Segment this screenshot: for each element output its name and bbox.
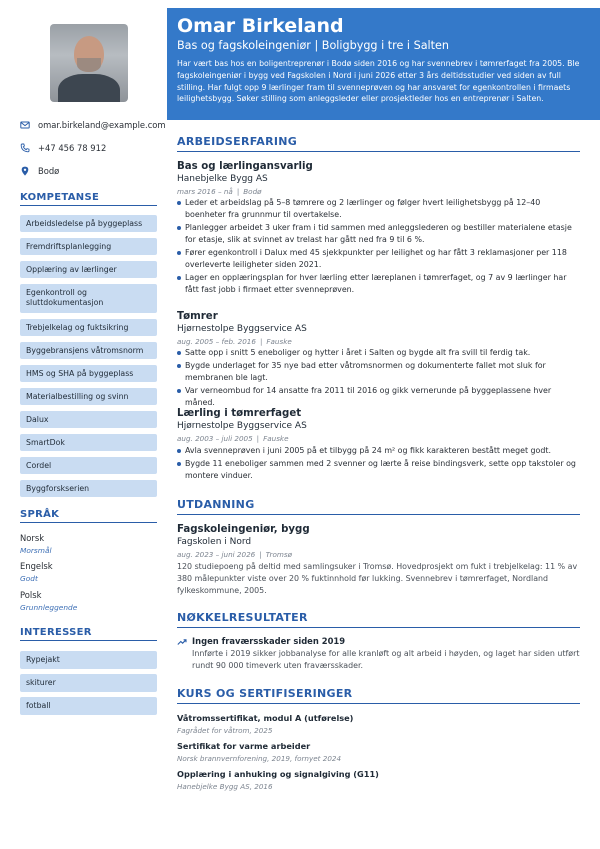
location-pin-icon: [20, 166, 30, 176]
interest-tag: Rypejakt: [20, 651, 157, 669]
education-degree: Fagskoleingeniør, bygg: [177, 524, 310, 535]
job-company: Hjørnestolpe Byggservice AS: [177, 421, 307, 431]
email-text: omar.birkeland@example.com: [38, 120, 166, 130]
language-name: Polsk: [20, 590, 42, 600]
job-meta: aug. 2005 – feb. 2016 | Fauske: [177, 337, 292, 346]
course-issuer: Norsk brannvernforening, 2019, fornyet 2024: [177, 754, 342, 763]
education-meta: aug. 2023 – juni 2026 | Tromsø: [177, 550, 292, 559]
location-text: Bodø: [38, 166, 60, 176]
job-title: Bas og lærlingansvarlig: [177, 161, 313, 172]
bullet-item: Var verneombud for 14 ansatte fra 2011 til 2016 og gikk vernerunde på byggeplassene hver måned.: [177, 385, 580, 409]
email-icon: [20, 120, 30, 130]
education-period: aug. 2023 – juni 2026: [177, 550, 256, 559]
competence-tag: Opplæring av lærlinger: [20, 261, 157, 278]
bullet-item: Satte opp i snitt 5 eneboliger og hytter i året i Salten og bygde alt fra svill til ferdig tak.: [177, 347, 580, 359]
competence-tag: HMS og SHA på byggeplass: [20, 365, 157, 382]
course-issuer: Fagrådet for våtrom, 2025: [177, 726, 273, 735]
competence-tag: Arbeidsledelse på byggeplass: [20, 215, 157, 232]
profile-summary: Har vært bas hos en boligentreprenør i Bodø siden 2016 og har svennebrev i tømrerfaget fra 2005. Ble fagskoleingeniør i bygg ved Fagskolen i Nord i juni 2026 etter 3 års deltidsstudier ved siden av full stilling. Har fulgt opp 9 lærlinger fram til svenneprøven og har ansvaret for egenkontrollen i firmaets leilighetsbygg. Søker stilling som anleggsleder eller prosjektleder hos en entreprenør i Salten.: [177, 59, 580, 104]
job-company: Hjørnestolpe Byggservice AS: [177, 324, 307, 334]
competence-tag: Fremdriftsplanlegging: [20, 238, 157, 255]
contact-location: [20, 166, 59, 176]
education-description: 120 studiepoeng på deltid med samlingsuker i Tromsø. Hovedprosjekt om fukt i trebjelkelag: 11 % av 380 målepunkter viste over 20 % fuktinnhold før lukking. Svennebrev i tømrerfaget, Nordland fylkeskommune, 2005.: [177, 562, 578, 595]
job-period: mars 2016 – nå: [177, 187, 233, 196]
course-name: Sertifikat for varme arbeider: [177, 741, 311, 751]
competence-heading: KOMPETANSE: [20, 192, 157, 206]
course-name: Opplæring i anhuking og signalgiving (G11): [177, 769, 379, 779]
language-name: Engelsk: [20, 561, 53, 571]
bullet-item: Fører egenkontroll i Dalux med 45 sjekkpunkter per leilighet og har fått 3 reklamasjoner per 118 overleverte leiligheter siden 2021.: [177, 247, 580, 271]
job-period: aug. 2003 – juli 2005: [177, 434, 253, 443]
language-level: Morsmål: [20, 546, 52, 555]
interests-heading: INTERESSER: [20, 627, 157, 641]
phone-text: +47 456 78 912: [38, 143, 107, 153]
profile-photo: [50, 24, 128, 102]
sidebar: [0, 0, 167, 849]
job-place: Bodø: [243, 187, 262, 196]
bullet-item: Lager en opplæringsplan for hver lærling etter læreplanen i tømrerfaget, og 7 av 9 lærlinger har fått fast jobb i firmaet etter svenneprøven.: [177, 272, 580, 296]
bullet-item: Avla svenneprøven i juni 2005 på et tilbygg på 24 m² og fikk karakteren bestått meget godt.: [177, 445, 580, 457]
courses-heading: KURS OG SERTIFISERINGER: [177, 687, 580, 704]
contact-phone[interactable]: [20, 143, 106, 153]
achievements-heading: NØKKELRESULTATER: [177, 611, 580, 628]
bullet-item: Leder et arbeidslag på 5–8 tømrere og 2 lærlinger og følger hvert leilighetsbygg på 12–40 boenheter fra grunnmur til overtakelse.: [177, 197, 580, 221]
job-place: Fauske: [263, 434, 289, 443]
person-title: Bas og fagskoleingeniør | Boligbygg i tre i Salten: [177, 39, 450, 52]
education-place: Tromsø: [265, 550, 292, 559]
job-bullets: [177, 445, 580, 483]
header-banner: [167, 8, 600, 120]
competence-tag: SmartDok: [20, 434, 157, 451]
job-bullets: [177, 197, 580, 297]
person-name: Omar Birkeland: [177, 15, 344, 37]
competence-tag: Materialbestilling og svinn: [20, 388, 157, 405]
competence-tag: Dalux: [20, 411, 157, 428]
job-meta: mars 2016 – nå | Bodø: [177, 187, 262, 196]
job-bullets: [177, 347, 580, 410]
competence-tag: Cordel: [20, 457, 157, 474]
competence-tag: Byggebransjens våtromsnorm: [20, 342, 157, 359]
experience-heading: ARBEIDSERFARING: [177, 135, 580, 152]
job-meta: aug. 2003 – juli 2005 | Fauske: [177, 434, 289, 443]
course-issuer: Hanebjelke Bygg AS, 2016: [177, 782, 273, 791]
language-name: Norsk: [20, 533, 45, 543]
job-place: Fauske: [266, 337, 292, 346]
languages-heading: SPRÅK: [20, 509, 157, 523]
bullet-item: Bygde underlaget for 35 nye bad etter våtromsnormen og dokumenterte fallet mot sluk for membranen ble lagt.: [177, 360, 580, 384]
interest-tag: fotball: [20, 697, 157, 715]
trending-up-icon: [177, 637, 187, 647]
competence-tag: Egenkontroll og sluttdokumentasjon: [20, 284, 157, 313]
language-level: Godt: [20, 574, 38, 583]
education-heading: UTDANNING: [177, 498, 580, 515]
education-school: Fagskolen i Nord: [177, 537, 252, 547]
phone-icon: [20, 143, 30, 153]
job-period: aug. 2005 – feb. 2016: [177, 337, 256, 346]
achievement-title: Ingen fraværsskader siden 2019: [192, 636, 346, 646]
bullet-item: Bygde 11 eneboliger sammen med 2 svenner og lærte å reise bindingsverk, sette opp takstoler og montere vinduer.: [177, 458, 580, 482]
language-level: Grunnleggende: [20, 603, 78, 612]
competence-tag: Trebjelkelag og fuktsikring: [20, 319, 157, 336]
bullet-item: Planlegger arbeidet 3 uker fram i tid sammen med anleggslederen og bestiller materialene etasje for etasje, slik at svinnet av trelast har gått ned fra 9 til 6 %.: [177, 222, 580, 246]
course-name: Våtromssertifikat, modul A (utførelse): [177, 713, 354, 723]
achievement-description: Innførte i 2019 sikker jobbanalyse for alle kranløft og alt arbeid i høyden, og laget har siden utført rundt 90 000 timeverk uten fraværsskader.: [192, 649, 580, 670]
competence-tag: Byggforskserien: [20, 480, 157, 497]
job-title: Tømrer: [177, 311, 218, 322]
interest-tag: skiturer: [20, 674, 157, 692]
job-title: Lærling i tømrerfaget: [177, 408, 302, 419]
contact-email[interactable]: [20, 120, 166, 130]
job-company: Hanebjelke Bygg AS: [177, 174, 268, 184]
